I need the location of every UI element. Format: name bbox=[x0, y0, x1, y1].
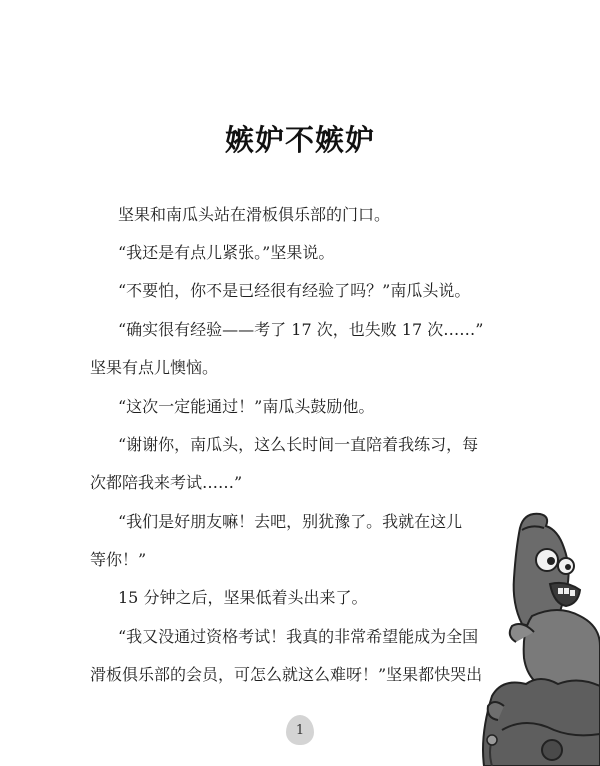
body-line: 等你！” bbox=[90, 550, 147, 569]
character-illustration bbox=[462, 508, 600, 766]
body-line: 坚果和南瓜头站在滑板俱乐部的门口。 bbox=[118, 205, 391, 224]
body-line: “谢谢你，南瓜头，这么长时间一直陪着我练习，每 bbox=[118, 435, 479, 454]
body-line: “我还是有点儿紧张。”坚果说。 bbox=[118, 243, 335, 262]
page-number: 1 bbox=[286, 715, 314, 745]
body-line: “这次一定能通过！”南瓜头鼓励他。 bbox=[118, 397, 375, 416]
body-line: 次都陪我来考试……” bbox=[90, 473, 243, 492]
page-title: 嫉妒不嫉妒 bbox=[224, 123, 375, 157]
body-line: 滑板俱乐部的会员，可怎么就这么难呀！”坚果都快哭出 bbox=[90, 665, 483, 684]
body-line: “我们是好朋友嘛！去吧，别犹豫了。我就在这儿 bbox=[118, 512, 463, 531]
body-line: 坚果有点儿懊恼。 bbox=[90, 358, 219, 377]
body-line: 15 分钟之后，坚果低着头出来了。 bbox=[118, 588, 368, 607]
body-line: “确实很有经验——考了 17 次，也失败 17 次……” bbox=[118, 320, 484, 339]
body-line: “不要怕，你不是已经很有经验了吗？”南瓜头说。 bbox=[118, 281, 471, 300]
body-line: “我又没通过资格考试！我真的非常希望能成为全国 bbox=[118, 627, 479, 646]
